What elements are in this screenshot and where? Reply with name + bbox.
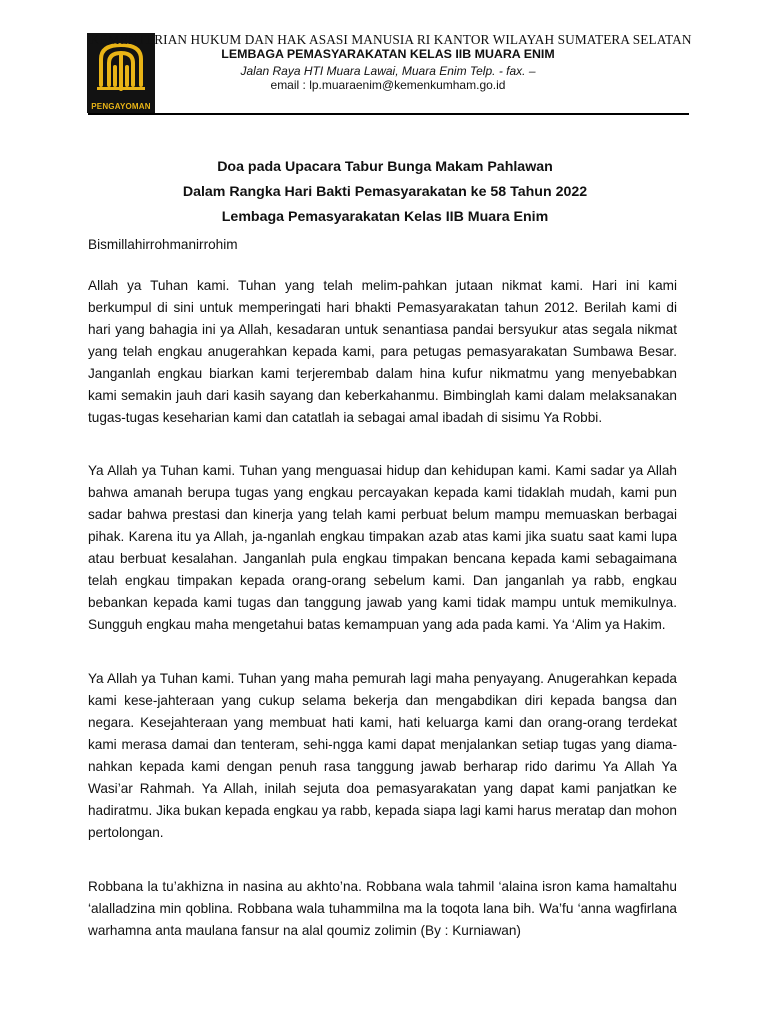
salutation: Bismillahirrohmanirrohim [88, 237, 238, 252]
document-subtitle: Dalam Rangka Hari Bakti Pemasyarakatan ke 58 Tahun 2022 [182, 184, 588, 200]
prayer-paragraph-1: Allah ya Tuhan kami. Tuhan yang telah melim-pahkan jutaan nikmat kami. Hari ini kami berkumpul di sini untuk memperingati hari bhakti Pemasyarakatan tahun 2012. Berilah kami di hari yang bahagia ini ya Allah, kesadaran untuk senantiasa pandai bersyukur atas segala nikmat yang telah engkau anugerahkan kepada kami, para petugas pemasyarakatan Sumbawa Besar. Janganlah engkau biarkan kami terjerembab dalam hina kufur nikmatmu yang menyebabkan kami semakin jauh dari kasih sayang dan keberkahanmu. Bimbinglah kami dalam melaksanakan tugas-tugas keseharian kami dan catatlah ia sebagai amal ibadah di sisimu Ya Robbi. [88, 278, 677, 425]
ministry-name: KEMENTERIAN HUKUM DAN HAK ASASI MANUSIA RI KANTOR WILAYAH SUMATERA SELATAN [90, 32, 692, 47]
prayer-paragraph-4: Robbana la tu’akhizna in nasina au akhto’na. Robbana wala tahmil ‘alaina isron kama hamaltahu ‘alalladzina min qoblina. Robbana wala tuhammilna ma la toqota lana bih. Wa’fu ‘anna wagfirlana warhamna anta maulana fansur na alal qoumiz zolimin (By : Kurniawan) [88, 879, 677, 938]
institution-name: LEMBAGA PEMASYARAKATAN KELAS IIB MUARA ENIM [221, 47, 555, 61]
document-institution-title: Lembaga Pemasyarakatan Kelas IIB Muara Enim [221, 209, 549, 225]
prayer-paragraph-3: Ya Allah ya Tuhan kami. Tuhan yang maha pemurah lagi maha penyayang. Anugerahkan kepada kami kese-jahteraan yang cukup selama bekerja dan mengabdikan diri kepada bangsa dan negara. Kesejahteraan yang membuat hati kami, hati keluarga kami dan orang-orang terdekat kami merasa damai dan tenteram, sehi-ngga kami dapat menjalankan setiap tugas yang diama-nahkan kepada kami dengan penuh rasa tanggung jawab berharap rido darimu Ya Allah Ya Wasi’ar Rahmah. Ya Allah, inilah sejuta doa pemasyarakatan yang dapat kami panjatkan ke hadiratmu. Jika bukan kepada engkau ya rabb, kepada siapa lagi kami harus meratap dan mohon pertolongan. [88, 671, 677, 840]
email-line: email : lp.muaraenim@kemenkumham.go.id [270, 78, 506, 92]
address-line: Jalan Raya HTI Muara Lawai, Muara Enim Telp. - fax. – [240, 64, 536, 78]
prayer-paragraph-2: Ya Allah ya Tuhan kami. Tuhan yang menguasai hidup dan kehidupan kami. Kami sadar ya Allah bahwa amanah berupa tugas yang engkau percayakan kepada kami tidaklah mudah, kami pun sadar bahwa prestasi dan kinerja yang telah kami perbuat belum mampu memuaskan berbagai pihak. Karena itu ya Allah, ja-nganlah engkau timpakan azab atas kami jika suatu saat kami lupa atau berbuat kesalahan. Janganlah pula engkau timpakan bencana kepada kami sebagaimana telah engkau timpakan kepada orang-orang sebelum kami. Dan janganlah ya rabb, engkau bebankan kepada kami tugas dan tanggung jawab yang kami tidak mampu untuk memikulnya. Sungguh engkau maha mengetahui batas kemampuan yang ada pada kami. Ya ‘Alim ya Hakim. [88, 463, 677, 632]
letterhead-divider [88, 113, 689, 115]
logo-text: PENGAYOMAN [91, 102, 151, 111]
document-title: Doa pada Upacara Tabur Bunga Makam Pahlawan [217, 159, 553, 175]
